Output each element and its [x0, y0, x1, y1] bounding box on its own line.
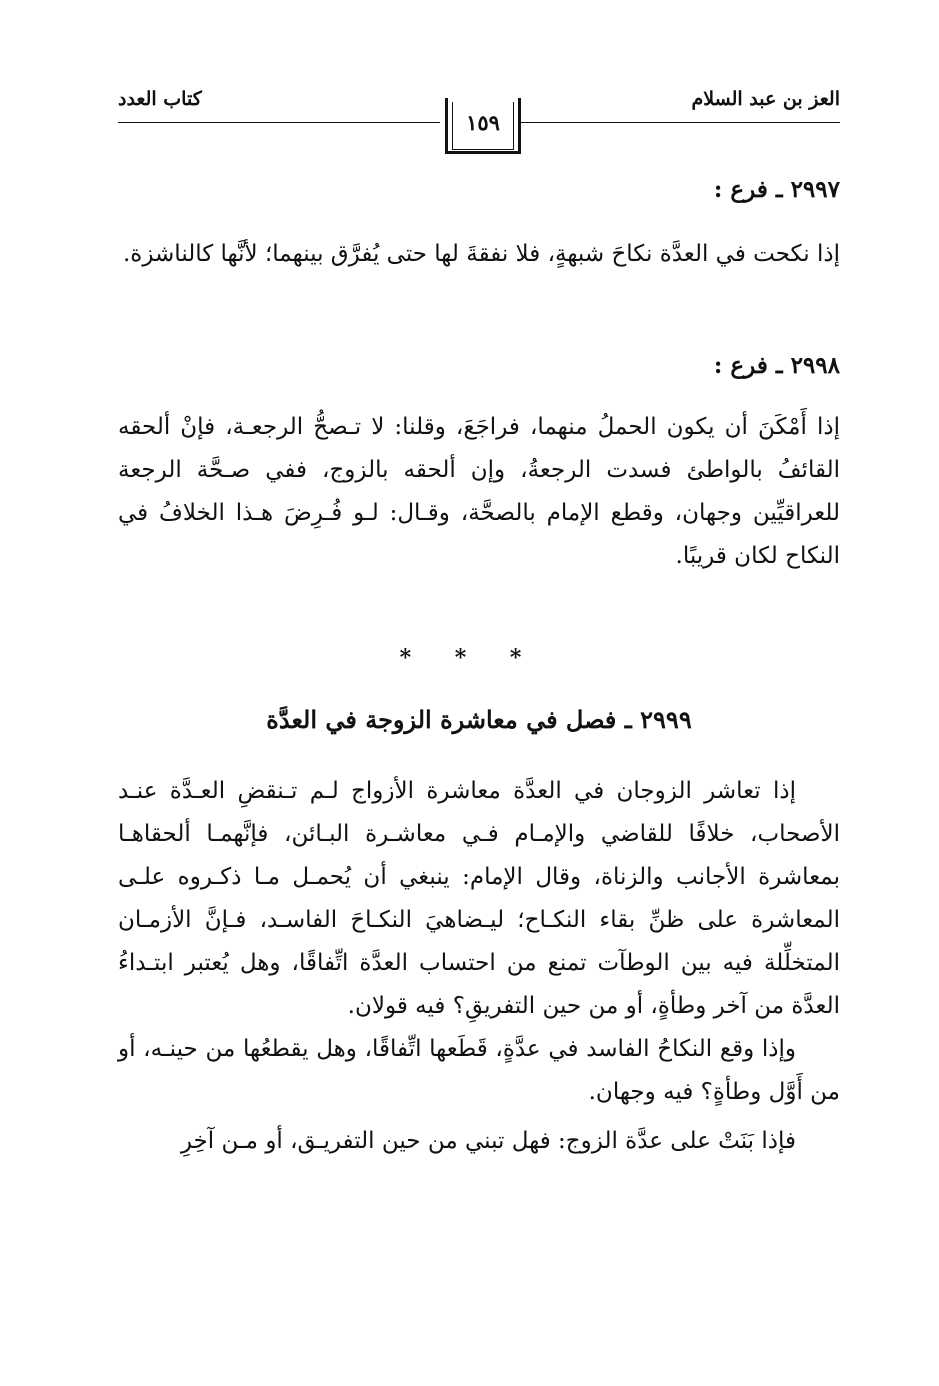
chapter-body: [118, 770, 840, 1163]
chapter-title: ٢٩٩٩ ـ فصل في معاشرة الزوجة في العدَّة: [266, 705, 692, 734]
header-rule-right: [520, 122, 840, 123]
paragraph: إذا نكحت في العدَّة نكاحَ شبهةٍ، فلا نفقةَ لها حتى يُفرَّق بينهما؛ لأنَّها كالناشزة.: [122, 241, 840, 267]
paragraph: فإذا بَنَتْ على عدَّة الزوج: فهل تبني من حين التفريـق، أو مـن آخِرِ: [180, 1128, 796, 1154]
paragraph: إذا أَمْكَنَ أن يكون الحملُ منهما، فراجَعَ، وقلنا: لا تـصحُّ الرجعـة، فإنْ ألحقه القائفُ بالواطئ فسدت الرجعةُ، وإن ألحقه بالزوج، ففي صـحَّة الرجعة للعراقيِّين وجهان، وقطع الإمام بالصحَّة، وقـال: لـو فُـرِضَ هـذا الخلافُ في النكاح لكان قريبًا.: [118, 414, 840, 569]
section-body: [118, 406, 840, 578]
section-body: [118, 233, 840, 276]
section-heading: ٢٩٩٨ ـ فرع :: [713, 352, 840, 379]
paragraph: وإذا وقع النكاحُ الفاسد في عدَّةٍ، قَطَعها اتِّفاقًا، وهل يقطعُها من حينـه، أو من أَوَّل وطأةٍ؟ فيه وجهان.: [118, 1036, 840, 1105]
running-head-author: العز بن عبد السلام: [691, 88, 840, 110]
section-separator: * * *: [399, 645, 540, 671]
page-number-frame: [445, 98, 521, 154]
section-heading: ٢٩٩٧ ـ فرع :: [713, 176, 840, 203]
running-head-book: كتاب العدد: [118, 88, 202, 110]
page-number: ١٥٩: [466, 110, 500, 135]
paragraph: إذا تعاشر الزوجان في العدَّة معاشرة الأزواج لـم تـنقضِ العـدَّة عنـد الأصحاب، خلافًا للقاضي والإمـام فـي معاشـرة البـائن، فإنَّهمـا ألحقاهـا بمعاشرة الأجانب والزناة، وقال الإمام: ينبغي أن يُحمـل مـا ذكـروه علـى المعاشرة على ظنِّ بقاء النكـاح؛ ليـضاهيَ النكـاحَ الفاسـد، فـإنَّ الأزمـان المتخلِّلة فيه بين الوطآت تمنع من احتساب العدَّة اتِّفاقًا، وهل يُعتبر ابتـداءُ العدَّة من آخر وطأةٍ، أو من حين التفريقِ؟ فيه قولان.: [118, 778, 840, 1019]
header-rule-left: [118, 122, 440, 123]
